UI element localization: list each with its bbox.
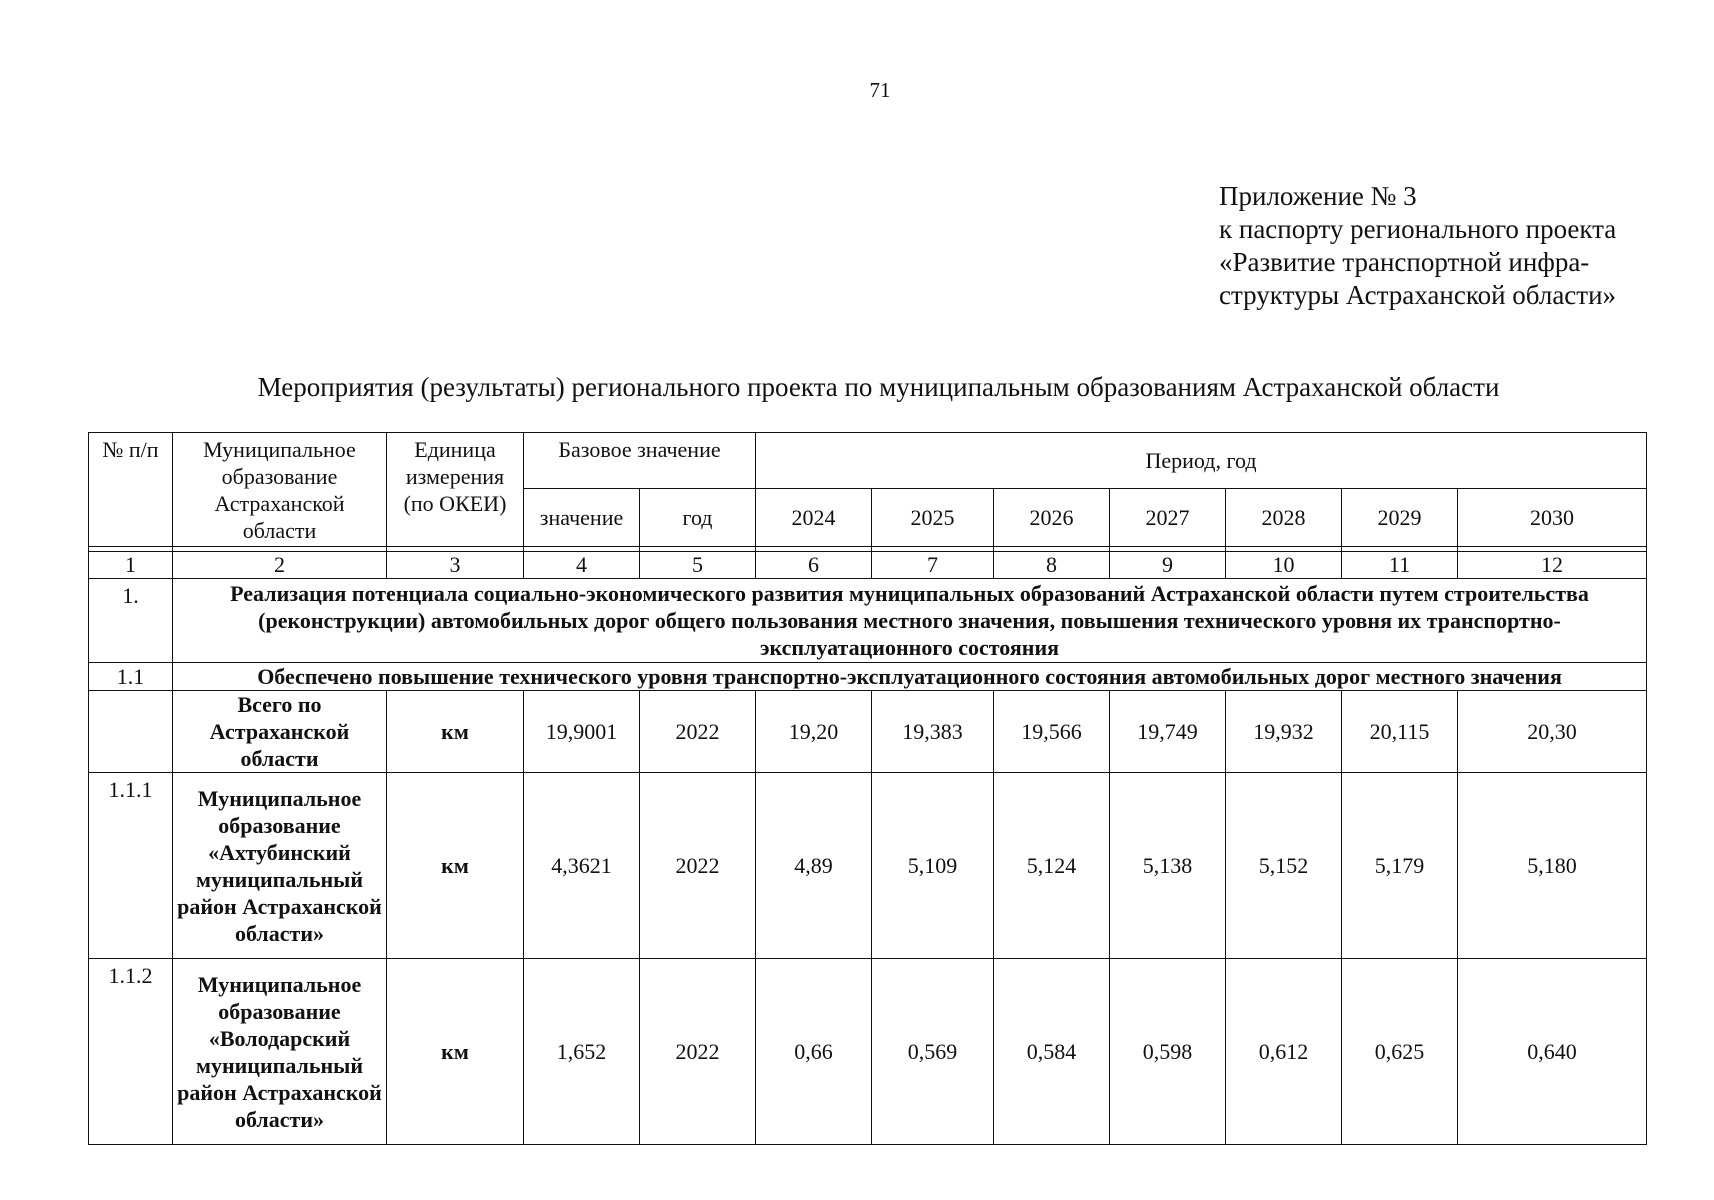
header-year: 2027 — [1110, 489, 1226, 547]
row-value: 5,152 — [1226, 773, 1342, 959]
header-base: Базовое значение — [524, 433, 756, 489]
table-title: Мероприятия (результаты) регионального проекта по муниципальным образованиям Астраханской области — [257, 372, 1500, 402]
column-number: 10 — [1226, 552, 1342, 579]
table-row — [89, 773, 1647, 959]
row-base-value: 19,9001 — [524, 691, 640, 773]
row-num: 1.1.2 — [89, 959, 173, 1145]
header-period: Период, год — [756, 433, 1647, 489]
header-num: № п/п — [89, 433, 173, 547]
row-base-year: 2022 — [640, 691, 756, 773]
row-unit: км — [387, 959, 524, 1145]
row-base-value: 1,652 — [524, 959, 640, 1145]
row-value: 5,124 — [994, 773, 1110, 959]
appendix-line: Приложение № 3 — [1219, 181, 1417, 211]
subsection-text: Обеспечено повышение технического уровня транспортно-эксплуатационного состояния автомобильных дорог местного значения — [173, 663, 1647, 691]
column-number-row — [89, 552, 1647, 579]
row-value: 19,932 — [1226, 691, 1342, 773]
column-number: 6 — [756, 552, 872, 579]
row-value: 5,109 — [872, 773, 994, 959]
table-row — [89, 691, 1647, 773]
page-number: 71 — [869, 78, 891, 102]
subsection-num: 1.1 — [89, 663, 173, 691]
row-num: 1.1.1 — [89, 773, 173, 959]
row-base-year: 2022 — [640, 959, 756, 1145]
row-name: Муниципальное образование «Володарский муниципальный район Астраханской области» — [173, 959, 387, 1145]
row-value: 19,566 — [994, 691, 1110, 773]
header-year: 2024 — [756, 489, 872, 547]
header-unit: Единица измерения (по ОКЕИ) — [387, 433, 524, 547]
row-value: 0,612 — [1226, 959, 1342, 1145]
header-year: 2026 — [994, 489, 1110, 547]
row-value: 0,584 — [994, 959, 1110, 1145]
row-value: 19,20 — [756, 691, 872, 773]
section-text: Реализация потенциала социально-экономического развития муниципальных образований Астраханской области путем строительства (реконструкции) автомобильных дорог общего пользования местного значения, повышения технического уровня их транспортно-эксплуатационного состояния — [173, 579, 1647, 663]
row-value: 0,66 — [756, 959, 872, 1145]
header-municipality: Муниципальное образование Астраханской области — [173, 433, 387, 547]
table-row — [89, 959, 1647, 1145]
subsection-row — [89, 663, 1647, 691]
header-year: 2029 — [1342, 489, 1458, 547]
header-year: 2028 — [1226, 489, 1342, 547]
row-value: 5,180 — [1458, 773, 1647, 959]
section-row — [89, 579, 1647, 663]
row-base-value: 4,3621 — [524, 773, 640, 959]
row-unit: км — [387, 691, 524, 773]
column-number: 4 — [524, 552, 640, 579]
column-number: 9 — [1110, 552, 1226, 579]
row-value: 20,115 — [1342, 691, 1458, 773]
row-unit: км — [387, 773, 524, 959]
appendix-line: «Развитие транспортной инфра- — [1219, 247, 1590, 277]
header-row — [89, 433, 1647, 489]
header-base-value: значение — [524, 489, 640, 547]
row-base-year: 2022 — [640, 773, 756, 959]
row-name: Всего по Астраханской области — [173, 691, 387, 773]
row-value: 0,640 — [1458, 959, 1647, 1145]
column-number: 1 — [89, 552, 173, 579]
column-number: 8 — [994, 552, 1110, 579]
row-num — [89, 691, 173, 773]
column-number: 7 — [872, 552, 994, 579]
row-value: 19,383 — [872, 691, 994, 773]
column-number: 3 — [387, 552, 524, 579]
row-value: 0,625 — [1342, 959, 1458, 1145]
appendix-line: к паспорту регионального проекта — [1219, 214, 1617, 244]
header-year: 2025 — [872, 489, 994, 547]
section-num: 1. — [89, 579, 173, 663]
appendix-note — [1219, 180, 1699, 312]
row-value: 5,179 — [1342, 773, 1458, 959]
row-value: 0,569 — [872, 959, 994, 1145]
header-year: 2030 — [1458, 489, 1647, 547]
row-value: 0,598 — [1110, 959, 1226, 1145]
column-number: 2 — [173, 552, 387, 579]
column-number: 11 — [1342, 552, 1458, 579]
header-base-year: год — [640, 489, 756, 547]
column-number: 5 — [640, 552, 756, 579]
row-value: 4,89 — [756, 773, 872, 959]
row-value: 5,138 — [1110, 773, 1226, 959]
appendix-line: структуры Астраханской области» — [1219, 280, 1617, 310]
results-table — [88, 432, 1647, 1145]
row-value: 20,30 — [1458, 691, 1647, 773]
row-value: 19,749 — [1110, 691, 1226, 773]
row-name: Муниципальное образование «Ахтубинский муниципальный район Астраханской области» — [173, 773, 387, 959]
column-number: 12 — [1458, 552, 1647, 579]
